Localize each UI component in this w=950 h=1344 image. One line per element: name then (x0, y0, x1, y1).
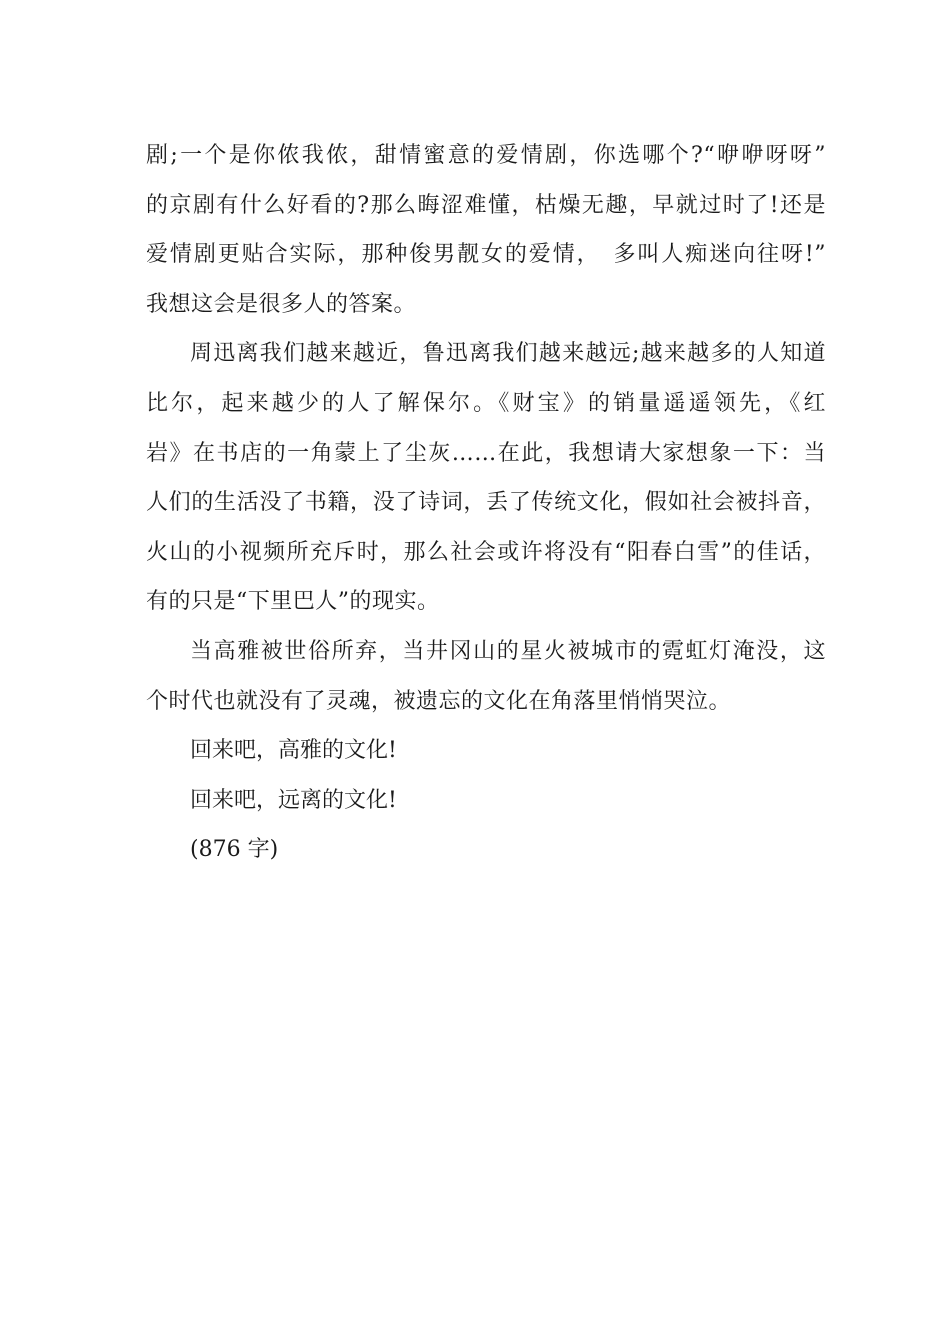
text-line: 火山的小视频所充斥时，那么社会或许将没有“阳春白雪”的佳话， (146, 539, 826, 565)
closing-line-2: 回来吧，远离的文化! (190, 787, 397, 813)
text-line: 的京剧有什么好看的?那么晦涩难懂，枯燥无趣，早就过时了!还是 (146, 192, 826, 218)
text-line: 岩》在书店的一角蒙上了尘灰……在此，我想请大家想象一下：当 (146, 440, 826, 466)
paragraph-1 (146, 131, 826, 329)
essay-body (146, 131, 826, 875)
word-count: (876 字) (190, 837, 279, 863)
text-line: 个时代也就没有了灵魂，被遗忘的文化在角落里悄悄哭泣。 (146, 688, 732, 714)
text-line: 当高雅被世俗所弃，当井冈山的星火被城市的霓虹灯淹没，这 (190, 638, 826, 664)
closing-line-1: 回来吧，高雅的文化! (190, 738, 397, 764)
text-line: 剧;一个是你侬我侬，甜情蜜意的爱情剧，你选哪个?“咿咿呀呀” (146, 143, 826, 168)
text-line: 我想这会是很多人的答案。 (146, 291, 417, 317)
paragraph-3 (146, 627, 826, 726)
text-line: 有的只是“下里巴人”的现实。 (146, 589, 440, 615)
text-line: 比尔，起来越少的人了解保尔。《财宝》的销量遥遥领先，《红 (146, 390, 826, 416)
text-line: 人们的生活没了书籍，没了诗词，丢了传统文化，假如社会被抖音， (146, 490, 826, 516)
paragraph-2 (146, 329, 826, 627)
text-line: 周迅离我们越来越近，鲁迅离我们越来越远;越来越多的人知道 (190, 341, 826, 367)
text-line: 爱情剧更贴合实际，那种俊男靓女的爱情， 多叫人痴迷向往呀!” (146, 242, 826, 268)
